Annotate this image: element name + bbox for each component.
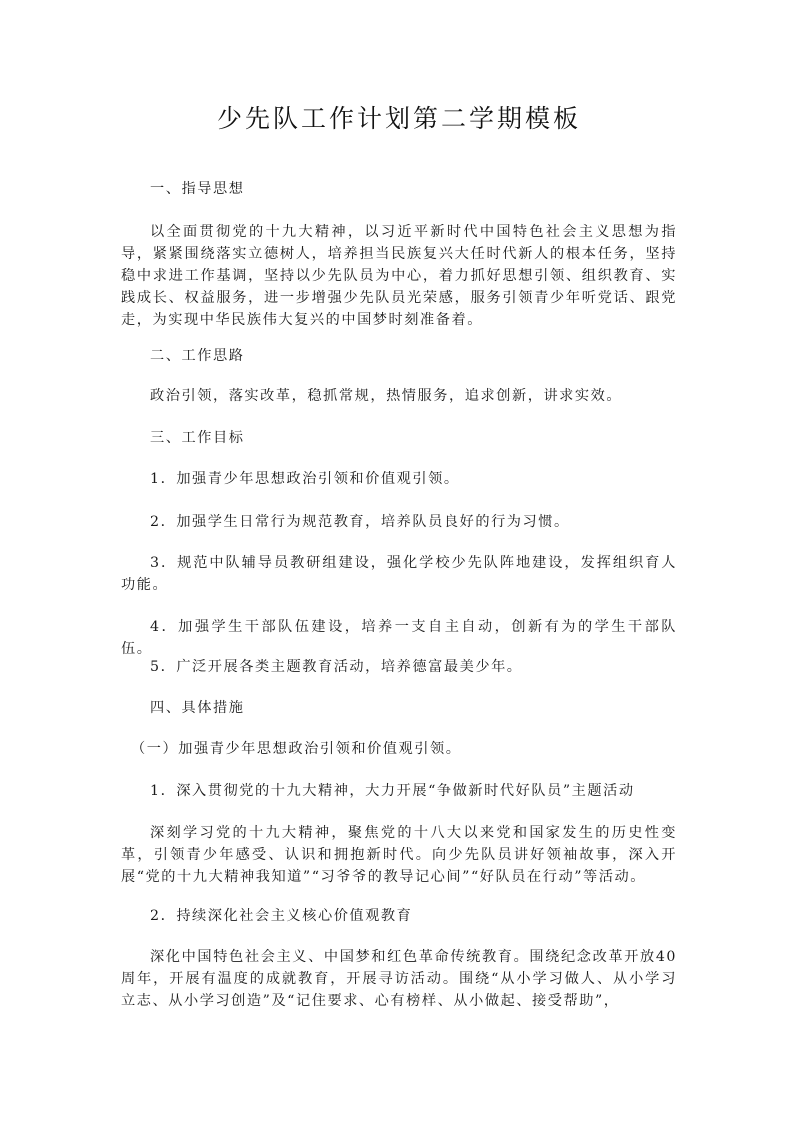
section-heading-guiding-ideology: 一、指导思想 (150, 181, 245, 197)
goal-item-3: 3．规范中队辅导员教研组建设，强化学校少先队阵地建设，发挥组织育人功能。 (121, 555, 677, 593)
goal-item-4: 4．加强学生干部队伍建设，培养一支自主自动，创新有为的学生干部队伍。 (121, 619, 677, 657)
goal-item-2: 2．加强学生日常行为规范教育，培养队员良好的行为习惯。 (150, 514, 570, 530)
section-heading-specific-measures: 四、具体措施 (150, 700, 245, 716)
subsection-heading-1: （一）加强青少年思想政治引领和价值观引领。 (131, 741, 462, 757)
measure-title-2: 2．持续深化社会主义核心价值观教育 (150, 908, 413, 924)
measure-body-1: 深刻学习党的十九大精神，聚焦党的十八大以来党和国家发生的历史性变革，引领青少年感受、认识和拥抱新时代。向少先队员讲好领袖故事，深入开展“党的十九大精神我知道”“习爷爷的教导记心间”“好队员在行动”等活动。 (121, 825, 677, 885)
section-heading-work-goals: 三、工作目标 (150, 430, 245, 446)
measure-title-1: 1．深入贯彻党的十九大精神，大力开展“争做新时代好队员”主题活动 (150, 783, 635, 799)
measure-body-2: 深化中国特色社会主义、中国梦和红色革命传统教育。围绕纪念改革开放40周年，开展有温度的成就教育，开展寻访活动。围绕“从小学习做人、从小学习立志、从小学习创造”及“记住要求、心有榜样、从小做起、接受帮助”， (121, 949, 677, 1009)
goal-item-5: 5．广泛开展各类主题教育活动，培养德富最美少年。 (150, 659, 523, 675)
goal-item-1: 1．加强青少年思想政治引领和价值观引领。 (150, 471, 460, 487)
document-title: 少先队工作计划第二学期模板 (216, 104, 581, 133)
paragraph-work-approach: 政治引领，落实改革，稳抓常规，热情服务，追求创新，讲求实效。 (150, 388, 623, 404)
section-heading-work-approach: 二、工作思路 (150, 348, 245, 364)
paragraph-guiding-ideology: 以全面贯彻党的十九大精神，以习近平新时代中国特色社会主义思想为指导，紧紧围绕落实立德树人，培养担当民族复兴大任时代新人的根本任务，坚持稳中求进工作基调，坚持以少先队员为中心，着力抓好思想引领、组织教育、实践成长、权益服务，进一步增强少先队员光荣感，服务引领青少年听党话、跟党走，为实现中华民族伟大复兴的中国梦时刻准备着。 (121, 224, 677, 328)
